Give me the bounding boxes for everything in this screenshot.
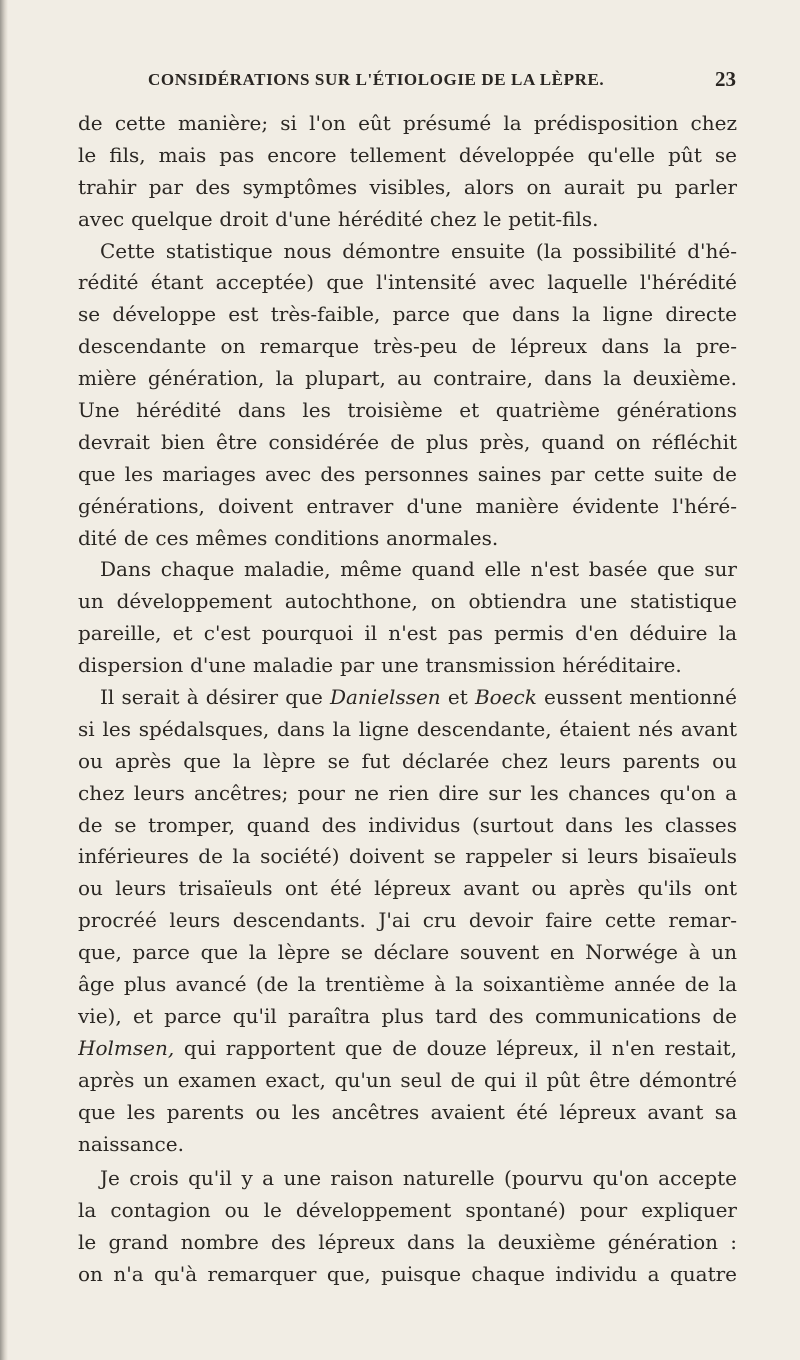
paragraph-start-line: Je crois qu'il y a une raison naturelle (pourvu qu'on accepte	[100, 1166, 737, 1191]
author-name-boeck: Boeck	[474, 685, 537, 710]
paragraph-start-line: Cette statistique nous démontre ensuite (la possibilité d'hé-	[100, 238, 737, 263]
text-line: rédité étant acceptée) que l'intensité avec laquelle l'hérédité	[78, 270, 737, 295]
line-text: Il serait à désirer que	[100, 685, 330, 710]
line-text: et	[440, 685, 475, 710]
paragraph-start-line	[78, 682, 737, 714]
text-line: pareille, et c'est pourquoi il n'est pas permis d'en déduire la	[78, 621, 737, 646]
text-line: avec quelque droit d'une hérédité chez le petit-fils.	[78, 206, 599, 231]
text-line: que les parents ou les ancêtres avaient été lépreux avant sa	[78, 1099, 737, 1124]
text-line: ou après que la lèpre se fut déclarée chez leurs parents ou	[78, 748, 737, 773]
text-line: se développe est très-faible, parce que dans la ligne directe	[78, 302, 737, 327]
text-line: inférieures de la société) doivent se rappeler si leurs bisaïeuls	[78, 844, 737, 869]
text-line: ou leurs trisaïeuls ont été lépreux avant ou après qu'ils ont	[78, 876, 737, 901]
text-line: mière génération, la plupart, au contraire, dans la deuxième.	[78, 366, 737, 391]
text-line: le grand nombre des lépreux dans la deuxième génération :	[78, 1230, 737, 1255]
text-line: après un examen exact, qu'un seul de qui il pût être démontré	[78, 1067, 737, 1092]
author-name-holmsen: Holmsen,	[78, 1035, 175, 1060]
text-line: de se tromper, quand des individus (surtout dans les classes	[78, 812, 737, 837]
text-line	[78, 1033, 737, 1065]
text-line: si les spédalsques, dans la ligne descendante, étaient nés avant	[78, 716, 737, 741]
text-line: devrait bien être considérée de plus près, quand on réfléchit	[78, 429, 737, 454]
text-line: dispersion d'une maladie par une transmission héréditaire.	[78, 653, 682, 678]
paragraph-start-line: Dans chaque maladie, même quand elle n'est basée que sur	[100, 557, 737, 582]
text-line: on n'a qu'à remarquer que, puisque chaque individu a quatre	[78, 1262, 737, 1287]
text-line: le fils, mais pas encore tellement développée qu'elle pût se	[78, 142, 737, 167]
running-head: CONSIDÉRATIONS SUR L'ÉTIOLOGIE DE LA LÈPRE.	[148, 70, 605, 89]
line-text: qui rapportent que de douze lépreux, il n'en restait,	[174, 1035, 737, 1060]
text-line: descendante on remarque très-peu de lépreux dans la pre-	[78, 334, 737, 359]
text-line: dité de ces mêmes conditions anormales.	[78, 525, 499, 550]
text-line: générations, doivent entraver d'une manière évidente l'héré-	[78, 493, 737, 518]
text-line: un développement autochthone, on obtiendra une statistique	[78, 589, 737, 614]
text-line: âge plus avancé (de la trentième à la soixantième année de la	[78, 972, 737, 997]
text-line: chez leurs ancêtres; pour ne rien dire sur les chances qu'on a	[78, 780, 737, 805]
line-text: eussent mentionné	[536, 685, 737, 710]
author-name-danielssen: Danielssen	[329, 685, 441, 710]
body-text	[78, 108, 737, 1291]
text-line: de cette manière; si l'on eût présumé la prédisposition chez	[78, 111, 737, 135]
text-line: Une hérédité dans les troisième et quatrième générations	[78, 398, 737, 423]
text-line: que les mariages avec des personnes saines par cette suite de	[78, 461, 737, 486]
page-number: 23	[715, 67, 736, 91]
text-line: la contagion ou le développement spontané) pour expliquer	[78, 1198, 737, 1223]
text-line: naissance.	[78, 1131, 184, 1156]
text-line: vie), et parce qu'il paraîtra plus tard des communications de	[78, 1003, 737, 1028]
text-line: que, parce que la lèpre se déclare souvent en Norwége à un	[78, 940, 737, 965]
page-gutter-shadow	[0, 0, 8, 1360]
page-header	[148, 67, 738, 100]
text-line: procréé leurs descendants. J'ai cru devoir faire cette remar-	[78, 908, 737, 933]
text-line: trahir par des symptômes visibles, alors on aurait pu parler	[78, 174, 737, 199]
